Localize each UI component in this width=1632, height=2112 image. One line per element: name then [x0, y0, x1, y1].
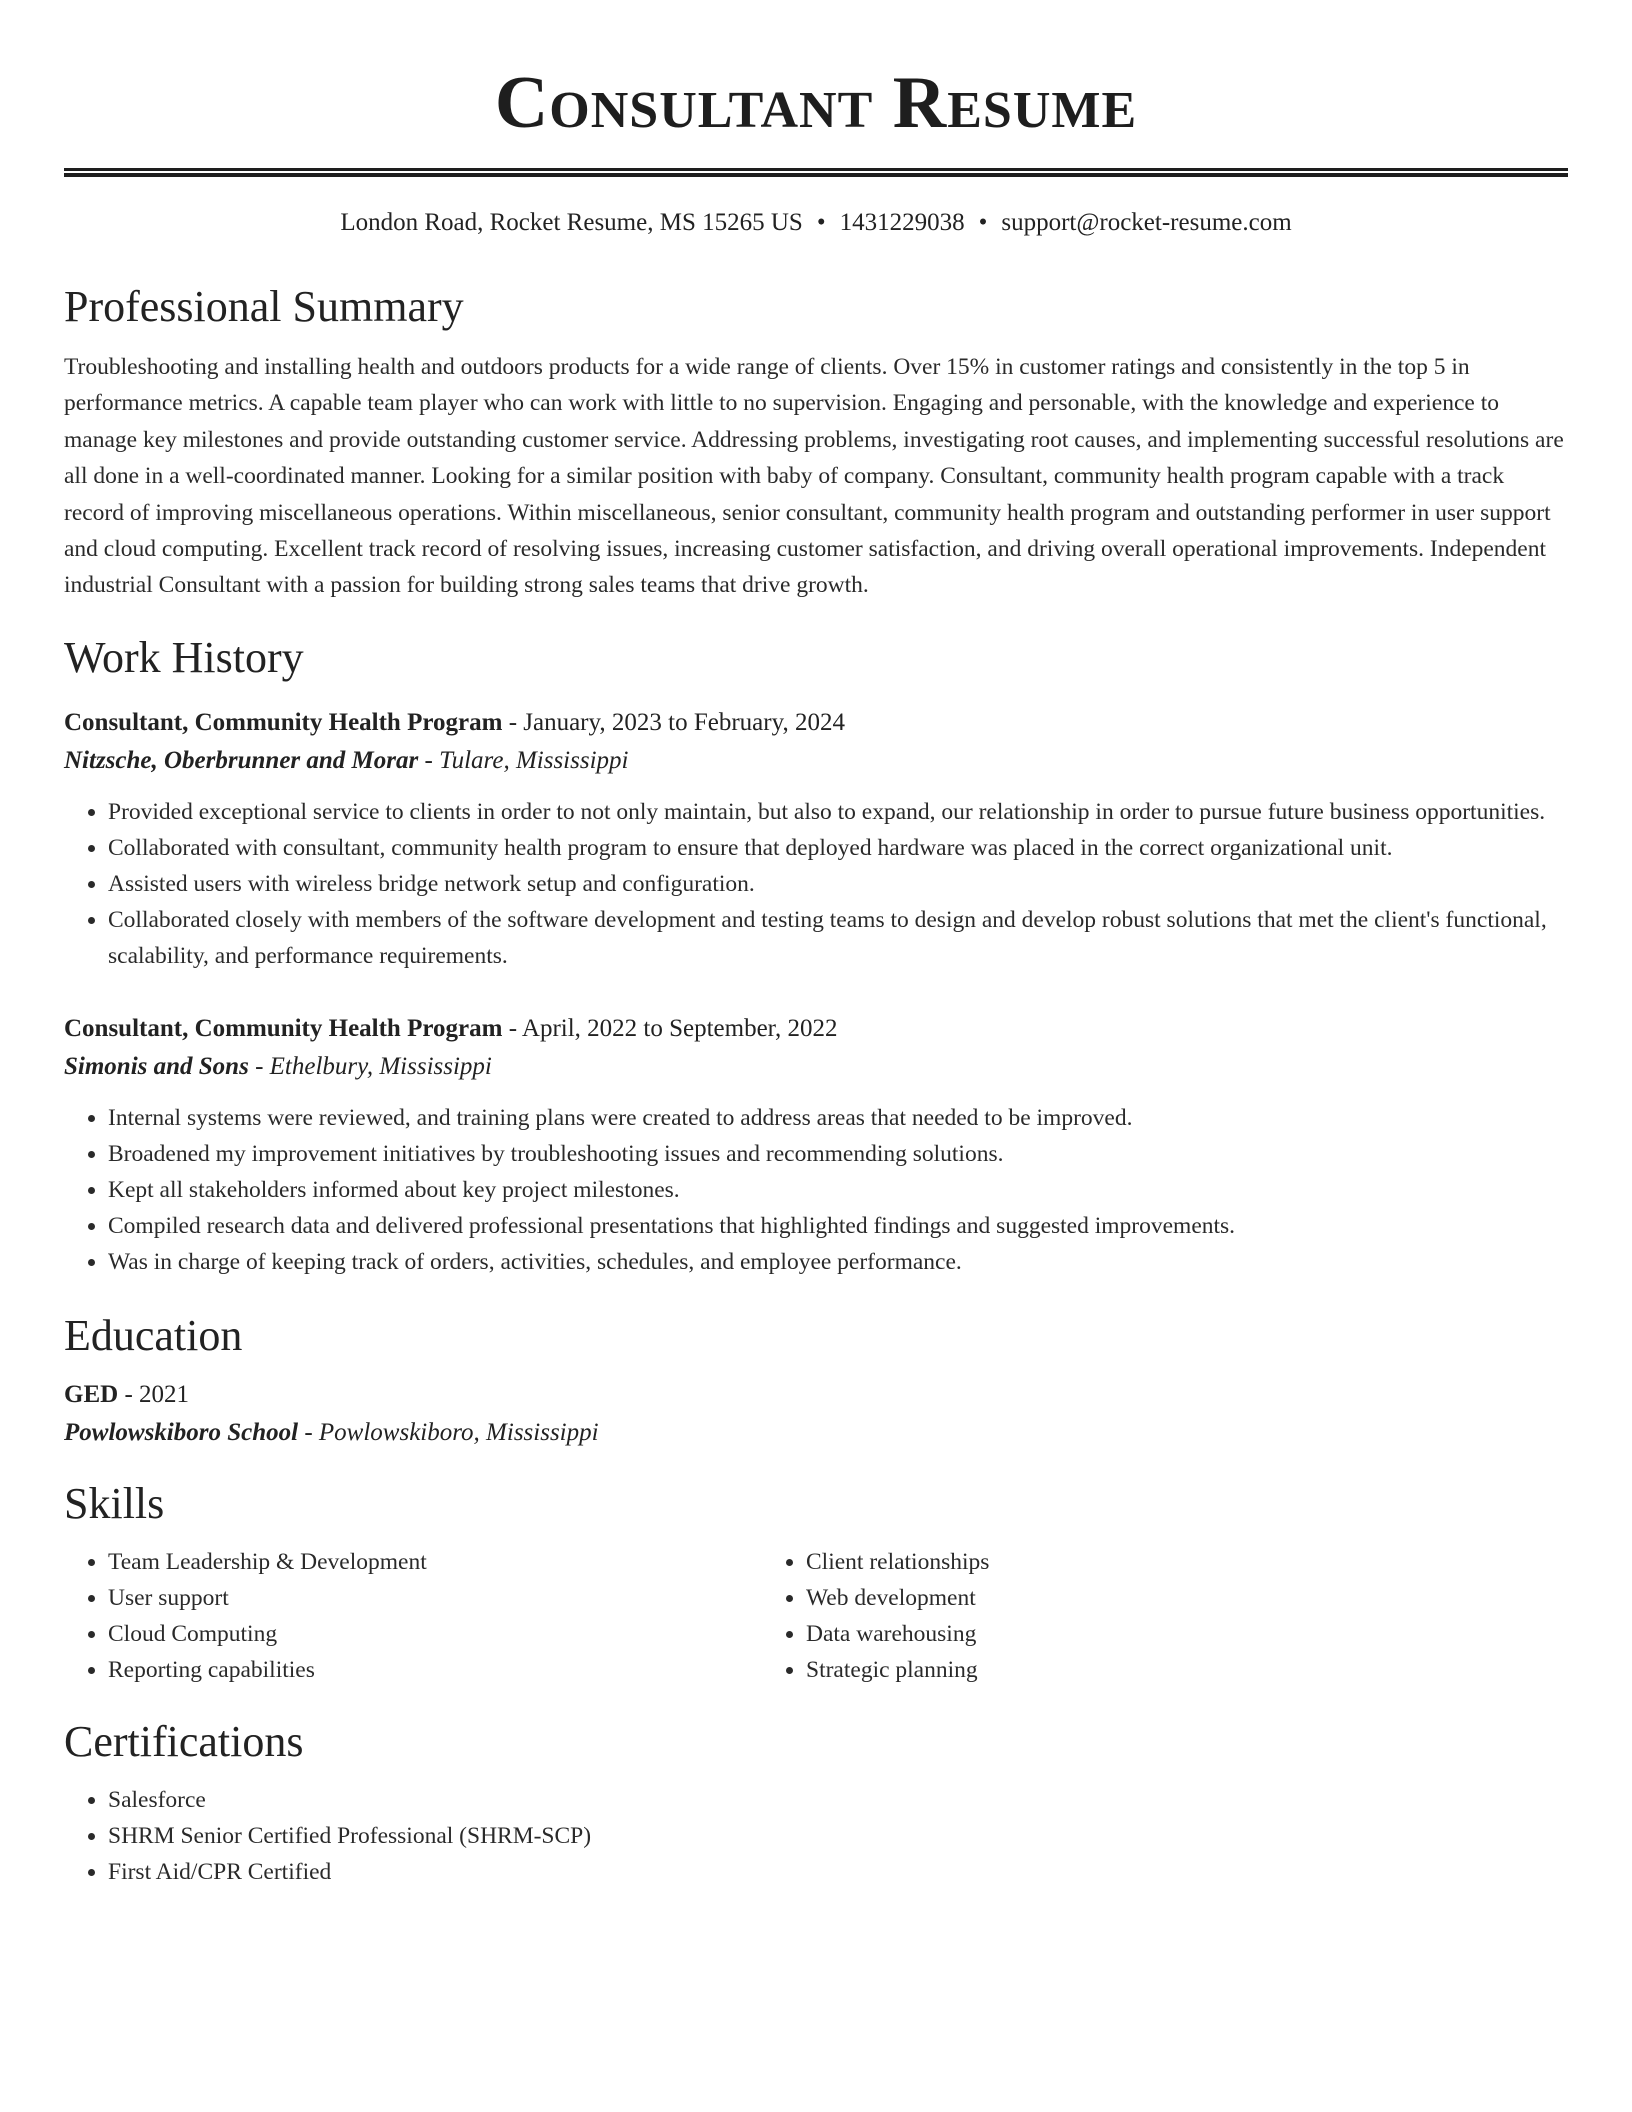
employer-name: Nitzsche, Oberbrunner and Morar — [64, 746, 419, 774]
summary-text: Troubleshooting and installing health and outdoors products for a wide range of clients. Over 15% in customer ratings and consistently in the top 5 in performance metrics. A capable team player who can work with little to no supervision. Engaging and personable, with the knowledge and experience to manage key milestones and provide outstanding customer service. Addressing problems, investigating root causes, and implementing successful resolutions are all done in a well-coordinated manner. Looking for a similar position with baby of company. Consultant, community health program capable with a track record of improving miscellaneous operations. Within miscellaneous, senior consultant, community health program and outstanding performer in user support and cloud computing. Excellent track record of resolving issues, increasing customer satisfaction, and driving overall operational improvements. Independent industrial Consultant with a passion for building strong sales teams that drive growth. — [64, 354, 1564, 599]
job-bullet: • Kept all stakeholders informed about key project milestones. — [108, 1172, 1568, 1208]
employer-location: - Tulare, Mississippi — [418, 746, 629, 774]
skill-item: • User support — [108, 1580, 762, 1616]
job-title-line — [64, 704, 1568, 742]
certifications-list — [64, 1782, 1568, 1890]
skill-item: • Data warehousing — [806, 1616, 1460, 1652]
job-bullet: • Compiled research data and delivered professional presentations that highlighted findings and suggested improvements. — [108, 1208, 1568, 1244]
job-title-line — [64, 1010, 1568, 1048]
job-dates: - January, 2023 to February, 2024 — [502, 708, 845, 736]
school-location: - Powlowskiboro, Mississippi — [298, 1418, 599, 1446]
job-title: Consultant, Community Health Program — [64, 1014, 503, 1042]
skill-item: • Client relationships — [806, 1544, 1460, 1580]
contact-separator: • — [978, 209, 988, 236]
employer-line — [64, 1048, 1568, 1086]
degree-year: - 2021 — [118, 1380, 190, 1408]
job-bullet: • Broadened my improvement initiatives by troubleshooting issues and recommending solutions. — [108, 1136, 1568, 1172]
job-title: Consultant, Community Health Program — [64, 708, 503, 736]
job-bullet: • Was in charge of keeping track of orders, activities, schedules, and employee performance. — [108, 1244, 1568, 1280]
school-line — [64, 1414, 1568, 1452]
job-bullet: • Collaborated with consultant, community health program to ensure that deployed hardware was placed in the correct organizational unit. — [108, 830, 1568, 866]
skill-item: • Cloud Computing — [108, 1616, 762, 1652]
skill-item: • Web development — [806, 1580, 1460, 1616]
job-bullet: • Collaborated closely with members of the software development and testing teams to design and develop robust solutions that met the client's functional, scalability, and performance requirements. — [108, 902, 1568, 974]
job-bullets — [64, 1100, 1568, 1280]
job-dates: - April, 2022 to September, 2022 — [502, 1014, 838, 1042]
employer-name: Simonis and Sons — [64, 1052, 249, 1080]
skills-grid — [64, 1544, 1568, 1688]
skills-heading: Skills — [64, 1478, 165, 1528]
degree-name: GED — [64, 1380, 119, 1408]
certification-item: • First Aid/CPR Certified — [108, 1854, 1568, 1890]
title-divider — [64, 168, 1568, 177]
contact-address: London Road, Rocket Resume, MS 15265 US — [340, 209, 803, 236]
job-bullet: • Provided exceptional service to clients in order to not only maintain, but also to expand, our relationship in order to pursue future business opportunities. — [108, 794, 1568, 830]
certification-item: • Salesforce — [108, 1782, 1568, 1818]
job-bullets — [64, 794, 1568, 974]
job-entry — [64, 1010, 1568, 1280]
resume-title: Consultant Resume — [494, 62, 1138, 144]
skill-item: • Strategic planning — [806, 1652, 1460, 1688]
certifications-heading: Certifications — [64, 1716, 304, 1766]
skill-item: • Team Leadership & Development — [108, 1544, 762, 1580]
degree-line — [64, 1376, 1568, 1414]
contact-email: support@rocket-resume.com — [1001, 209, 1292, 236]
resume-page — [64, 0, 1568, 1890]
job-entry — [64, 704, 1568, 974]
contact-phone: 1431229038 — [839, 209, 965, 236]
school-name: Powlowskiboro School — [64, 1418, 299, 1446]
skills-column-right — [762, 1544, 1460, 1688]
skill-item: • Reporting capabilities — [108, 1652, 762, 1688]
employer-location: - Ethelbury, Mississippi — [248, 1052, 492, 1080]
work-history-heading: Work History — [64, 632, 304, 682]
certification-item: • SHRM Senior Certified Professional (SHRM-SCP) — [108, 1818, 1568, 1854]
skills-column-left — [64, 1544, 762, 1688]
employer-line — [64, 742, 1568, 780]
summary-heading: Professional Summary — [64, 282, 464, 331]
contact-separator: • — [816, 209, 826, 236]
education-entry — [64, 1376, 1568, 1452]
contact-line — [64, 207, 1568, 239]
job-bullet: • Assisted users with wireless bridge network setup and configuration. — [108, 866, 1568, 902]
job-bullet: • Internal systems were reviewed, and training plans were created to address areas that needed to be improved. — [108, 1100, 1568, 1136]
education-heading: Education — [64, 1310, 243, 1360]
